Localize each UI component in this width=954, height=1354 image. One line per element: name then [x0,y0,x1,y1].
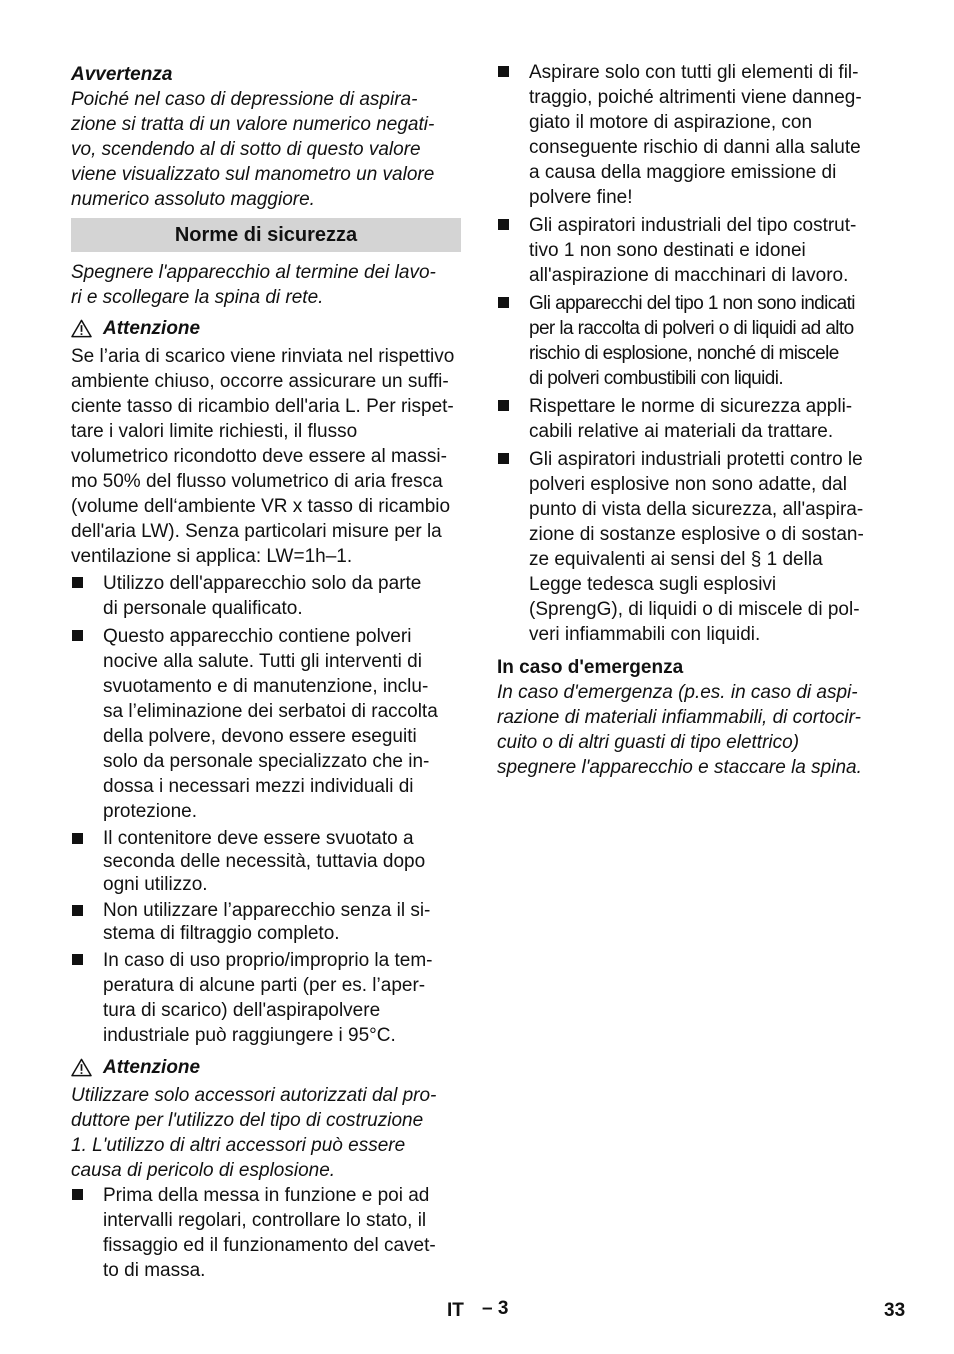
list-item-line: In caso di uso proprio/improprio la tem- [103,950,433,971]
attention-line: Utilizzare solo accessori autorizzati dal pro- [71,1085,437,1106]
list-item-line: cabili relative ai materiali da trattare. [529,421,834,442]
list-item-line: Rispettare le norme di sicurezza appli- [529,396,853,417]
attention-line: tare i valori limite richiesti, il flusso [71,421,358,442]
emergency-line: cuito o di altri guasti di tipo elettrico) [497,732,800,753]
list-item-line: conseguente rischio di danni alla salute [529,137,861,158]
list-item-line: all'aspirazione di macchinari di lavoro. [529,265,849,286]
attention-heading [71,316,461,341]
list-item [71,948,461,1048]
list-item-line: della polvere, devono essere eseguiti [103,726,417,747]
list-item-line: Gli apparecchi del tipo 1 non sono indicati [529,293,855,314]
attention-line: duttore per l'utilizzo del tipo di costruzione [71,1110,424,1131]
attention-heading-2 [71,1055,461,1080]
list-item-line: svuotamento e di manutenzione, inclu- [103,676,429,697]
list-item-line: Prima della messa in funzione e poi ad [103,1185,430,1206]
emergency-line: In caso d'emergenza (p.es. in caso di aspi- [497,682,858,703]
list-item-line: a causa della maggiore emissione di [529,162,837,183]
list-item-line: Questo apparecchio contiene polveri [103,626,412,647]
warning-line: Poiché nel caso di depressione di aspira- [71,89,418,110]
list-item-line: zione di sostanze esplosive o di sostan- [529,524,864,545]
warning-line: zione si tratta di un valore numerico negati- [71,114,435,135]
safety-list-right [497,60,889,647]
emergency-title: In caso d'emergenza [497,657,684,678]
list-item-line: industriale può raggiungere i 95°C. [103,1025,396,1046]
bullet-square-icon [72,1189,83,1200]
attention-line: mo 50% del flusso volumetrico di aria fresca [71,471,443,492]
list-item-line: nocive alla salute. Tutti gli interventi di [103,651,422,672]
warning-line: viene visualizzato sul manometro un valore [71,164,435,185]
safety-list-2 [71,1183,461,1283]
list-item-line: Gli aspiratori industriali del tipo costrut- [529,215,857,236]
list-item-line: tivo 1 non sono destinati e idonei [529,240,806,261]
list-item [71,1183,461,1283]
list-item-line: to di massa. [103,1260,206,1281]
attention-line: causa di pericolo di esplosione. [71,1160,336,1181]
list-item-line: Aspirare solo con tutti gli elementi di fil- [529,62,859,83]
attention-label: Attenzione [103,318,201,339]
attention-text [71,344,461,569]
warning-title: Avvertenza [71,64,173,85]
attention-text-2 [71,1083,461,1183]
list-item-line: Utilizzo dell'apparecchio solo da parte [103,573,422,594]
list-item-line: dossa i necessari mezzi individuali di [103,776,414,797]
right-column [497,60,889,780]
section-heading: Norme di sicurezza [71,218,461,252]
list-item-line: seconda delle necessità, tuttavia dopo [103,851,426,872]
list-item-line: giato il motore di aspirazione, con [529,112,813,133]
attention-line: 1. L'utilizzo di altri accessori può essere [71,1135,406,1156]
bullet-square-icon [72,577,83,588]
list-item-line: sa l’eliminazione dei serbatoi di raccolta [103,701,438,722]
attention-line: dell'aria LW). Senza particolari misure per la [71,521,442,542]
list-item-line: peratura di alcune parti (per es. l’aper- [103,975,426,996]
bullet-square-icon [72,905,83,916]
list-item-line: punto di vista della sicurezza, all'aspira- [529,499,864,520]
list-item-line: rischio di esplosione, nonché di miscele [529,343,839,364]
list-item-line: intervalli regolari, controllare lo stato, il [103,1210,427,1231]
attention-line: Se l’aria di scarico viene rinviata nel rispettivo [71,346,455,367]
list-item [497,447,889,647]
footer-language: IT [447,1300,464,1321]
list-item [497,60,889,210]
footer-section-page: – 3 [482,1298,509,1319]
list-item [497,394,889,444]
list-item-line: ze equivalenti ai sensi del § 1 della [529,549,823,570]
attention-line: ciente tasso di ricambio dell'aria L. Per rispet- [71,396,454,417]
bullet-square-icon [72,954,83,965]
warning-line: vo, scendendo al di sotto di questo valore [71,139,421,160]
intro-line: ri e scollegare la spina di rete. [71,287,324,308]
list-item [497,213,889,288]
safety-list [71,571,461,1048]
list-item [71,624,461,824]
attention-line: ambiente chiuso, occorre assicurare un suffi- [71,371,449,392]
list-item [71,571,461,621]
emergency-line: razione di materiali infiammabili, di cortocir- [497,707,861,728]
page-number: 33 [884,1300,906,1321]
bullet-square-icon [498,400,509,411]
attention-line: ventilazione si applica: LW=1h–1. [71,546,353,567]
bullet-square-icon [498,219,509,230]
list-item-line: Il contenitore deve essere svuotato a [103,828,414,849]
attention-line: volumetrico ricondotto deve essere al massi- [71,446,447,467]
attention-label: Attenzione [103,1057,201,1078]
list-item-line: (SprengG), di liquidi o di miscele di pol- [529,599,860,620]
list-item-line: tura di scarico) dell'aspirapolvere [103,1000,381,1021]
emergency-text [497,680,889,780]
left-column [71,60,461,1286]
emergency-line: spegnere l'apparecchio e staccare la spina. [497,757,862,778]
list-item [71,827,461,896]
warning-text [71,87,461,212]
list-item-line: polveri esplosive non sono adatte, dal [529,474,847,495]
list-item-line: fissaggio ed il funzionamento del cavet- [103,1235,436,1256]
list-item-line: solo da personale specializzato che in- [103,751,430,772]
list-item-line: di polveri combustibili con liquidi. [529,368,784,389]
list-item-line: ogni utilizzo. [103,874,208,895]
attention-line: (volume dell‘ambiente VR x tasso di ricambio [71,496,451,517]
list-item-line: per la raccolta di polveri o di liquidi ad alto [529,318,854,339]
bullet-square-icon [498,453,509,464]
bullet-square-icon [498,297,509,308]
warning-triangle-icon [71,319,92,338]
list-item-line: stema di filtraggio completo. [103,923,340,944]
list-item-line: Non utilizzare l’apparecchio senza il si- [103,900,431,921]
list-item-line: Legge tedesca sugli esplosivi [529,574,777,595]
list-item-line: di personale qualificato. [103,598,303,619]
intro-text [71,260,461,310]
warning-line: numerico assoluto maggiore. [71,189,315,210]
bullet-square-icon [498,66,509,77]
bullet-square-icon [72,833,83,844]
bullet-square-icon [72,630,83,641]
list-item-line: polvere fine! [529,187,633,208]
warning-triangle-icon [71,1058,92,1077]
list-item [71,899,461,945]
list-item [497,291,889,391]
intro-line: Spegnere l'apparecchio al termine dei lavo- [71,262,436,283]
list-item-line: veri infiammabili con liquidi. [529,624,761,645]
list-item-line: traggio, poiché altrimenti viene danneg- [529,87,862,108]
list-item-line: protezione. [103,801,198,822]
list-item-line: Gli aspiratori industriali protetti contro le [529,449,863,470]
